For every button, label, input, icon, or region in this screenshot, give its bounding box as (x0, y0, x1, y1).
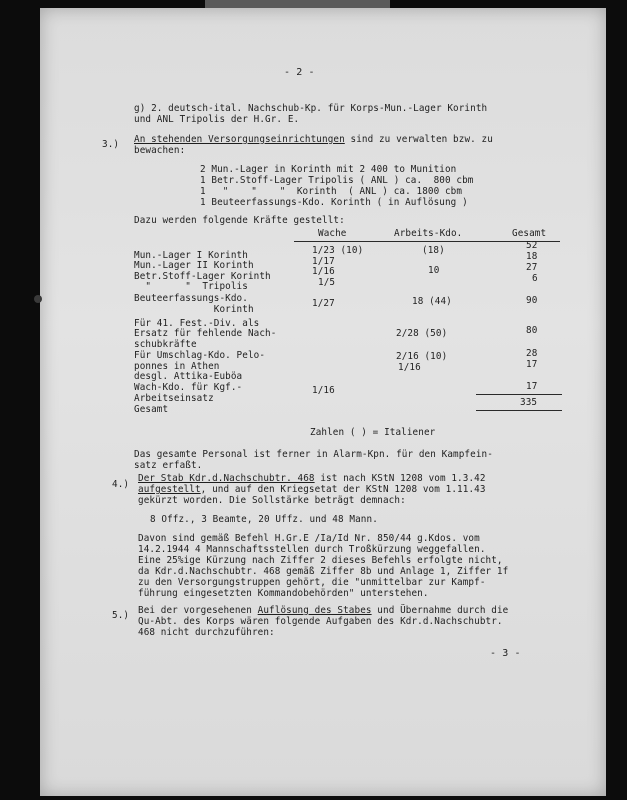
section4-line1 (138, 474, 486, 485)
row-arbeit: 10 (428, 265, 440, 276)
page-number-top: - 2 - (284, 67, 315, 78)
section4-para-line: führung eingesetzten Kommandobehörden" unterstehen. (138, 588, 429, 599)
section5-line1 (138, 606, 508, 617)
header-gesamt: Gesamt (512, 228, 547, 239)
row-gesamt: 90 (526, 295, 538, 306)
row-label: Korinth (134, 304, 254, 315)
row-gesamt: 17 (526, 381, 538, 392)
section4-line3: gekürzt worden. Die Sollstärke beträgt demnach: (138, 495, 406, 506)
section4-para-line: da Kdr.d.Nachschubtr. 468 gemäß Ziffer 8b und Anlage 1, Ziffer 1f (138, 566, 509, 577)
total-label: Gesamt (134, 404, 169, 415)
row-gesamt: 18 (526, 251, 538, 262)
forces-intro: Dazu werden folgende Kräfte gestellt: (134, 215, 345, 226)
row-label: Ersatz für fehlende Nach- (134, 328, 277, 339)
item-g-line2: und ANL Tripolis der H.Gr. E. (134, 114, 300, 125)
section3-heading (134, 135, 493, 146)
row-wache: 1/16 (312, 266, 335, 277)
section3-heading-line2: bewachen: (134, 145, 186, 156)
header-underline (294, 241, 560, 242)
section4-line2 (138, 485, 486, 496)
row-label: " " Tripolis (134, 281, 248, 292)
item-g-line1: g) 2. deutsch-ital. Nachschub-Kp. für Korps-Mun.-Lager Korinth (134, 103, 488, 114)
row-label: ponnes in Athen (134, 361, 220, 372)
row-arbeit: 18 (44) (412, 296, 452, 307)
row-gesamt: 80 (526, 325, 538, 336)
row-gesamt: 17 (526, 359, 538, 370)
header-wache: Wache (318, 228, 347, 239)
row-wache: 1/27 (312, 298, 335, 309)
section3-heading-underlined: An stehenden Versorgungseinrichtungen (134, 134, 345, 145)
punch-hole (34, 295, 42, 303)
row-gesamt: 27 (526, 262, 538, 273)
section5-line2: Qu-Abt. des Korps wären folgende Aufgaben des Kdr.d.Nachschubtr. (138, 616, 503, 627)
section5-number: 5.) (112, 610, 130, 621)
row-label: Mun.-Lager I Korinth (134, 250, 248, 261)
row-arbeit: 2/16 (10) (396, 351, 448, 362)
row-label: Mun.-Lager II Korinth (134, 260, 254, 271)
section5-line1-rest: und Übernahme durch die (371, 605, 509, 616)
section4-para-line: 14.2.1944 4 Mannschaftsstellen durch Troßkürzung weggefallen. (138, 544, 486, 555)
row-label: desgl. Attika-Euböa (134, 371, 243, 382)
row-gesamt: 28 (526, 348, 538, 359)
section4-line1-underlined: Der Stab Kdr.d.Nachschubtr. 468 (138, 473, 315, 484)
row-wache: 1/5 (318, 277, 336, 288)
section5-line1-pre: Bei der vorgesehenen (138, 605, 258, 616)
section4-para-line: Davon sind gemäß Befehl H.Gr.E /Ia/Id Nr. 850/44 g.Kdos. vom (138, 533, 480, 544)
row-label: schubkräfte (134, 339, 197, 350)
row-wache: 1/23 (10) (312, 245, 364, 256)
total-value: 335 (520, 397, 538, 408)
row-label: Beuteerfassungs-Kdo. (134, 293, 248, 304)
row-label: Arbeitseinsatz (134, 393, 214, 404)
section3-item-3: 1 " " " Korinth ( ANL ) ca. 1800 cbm (200, 186, 463, 197)
row-label: Betr.Stoff-Lager Korinth (134, 271, 271, 282)
row-gesamt: 52 (526, 240, 538, 251)
section5-line3: 468 nicht durchzuführen: (138, 627, 275, 638)
legend-note: Zahlen ( ) = Italiener (310, 427, 436, 438)
alarm-line1: Das gesamte Personal ist ferner in Alarm-Kpn. für den Kampfein- (134, 449, 493, 460)
section4-line2-underlined: aufgestellt (138, 484, 201, 495)
page-number-bottom: - 3 - (490, 648, 521, 659)
row-label: Wach-Kdo. für Kgf.- (134, 382, 243, 393)
section4-line1-rest: ist nach KStN 1208 vom 1.3.42 (314, 473, 486, 484)
row-arbeit: (18) (422, 245, 445, 256)
row-arbeit: 2/28 (50) (396, 328, 448, 339)
row-arbeit: 1/16 (398, 362, 421, 373)
row-label: Für Umschlag-Kdo. Pelo- (134, 350, 266, 361)
row-wache: 1/16 (312, 385, 335, 396)
section4-line2-rest: , und auf den Kriegsetat der KStN 1208 vom 1.11.43 (200, 484, 486, 495)
section4-strength: 8 Offz., 3 Beamte, 20 Uffz. und 48 Mann. (150, 514, 378, 525)
section4-para-line: zu den Versorgungstruppen gehört, die "unmittelbar zur Kampf- (138, 577, 486, 588)
alarm-line2: satz erfaßt. (134, 460, 203, 471)
section3-item-1: 2 Mun.-Lager in Korinth mit 2 400 to Munition (200, 164, 457, 175)
total-underline (476, 410, 562, 411)
section3-number: 3.) (102, 139, 120, 150)
section3-item-4: 1 Beuteerfassungs-Kdo. Korinth ( in Auflösung ) (200, 197, 468, 208)
document-page (40, 8, 606, 796)
section3-heading-rest: sind zu verwalten bzw. zu (344, 134, 493, 145)
row-wache: 1/17 (312, 256, 335, 267)
film-edge-strip (205, 0, 390, 8)
section3-item-2: 1 Betr.Stoff-Lager Tripolis ( ANL ) ca. 800 cbm (200, 175, 474, 186)
section4-number: 4.) (112, 479, 130, 490)
section4-para-line: Eine 25%ige Kürzung nach Ziffer 2 dieses Befehls erfolgte nicht, (138, 555, 503, 566)
sum-line (476, 394, 562, 395)
header-arbeits-kdo: Arbeits-Kdo. (394, 228, 463, 239)
section5-line1-underlined: Auflösung des Stabes (257, 605, 372, 616)
row-gesamt: 6 (532, 273, 538, 284)
row-label: Für 41. Fest.-Div. als (134, 318, 260, 329)
